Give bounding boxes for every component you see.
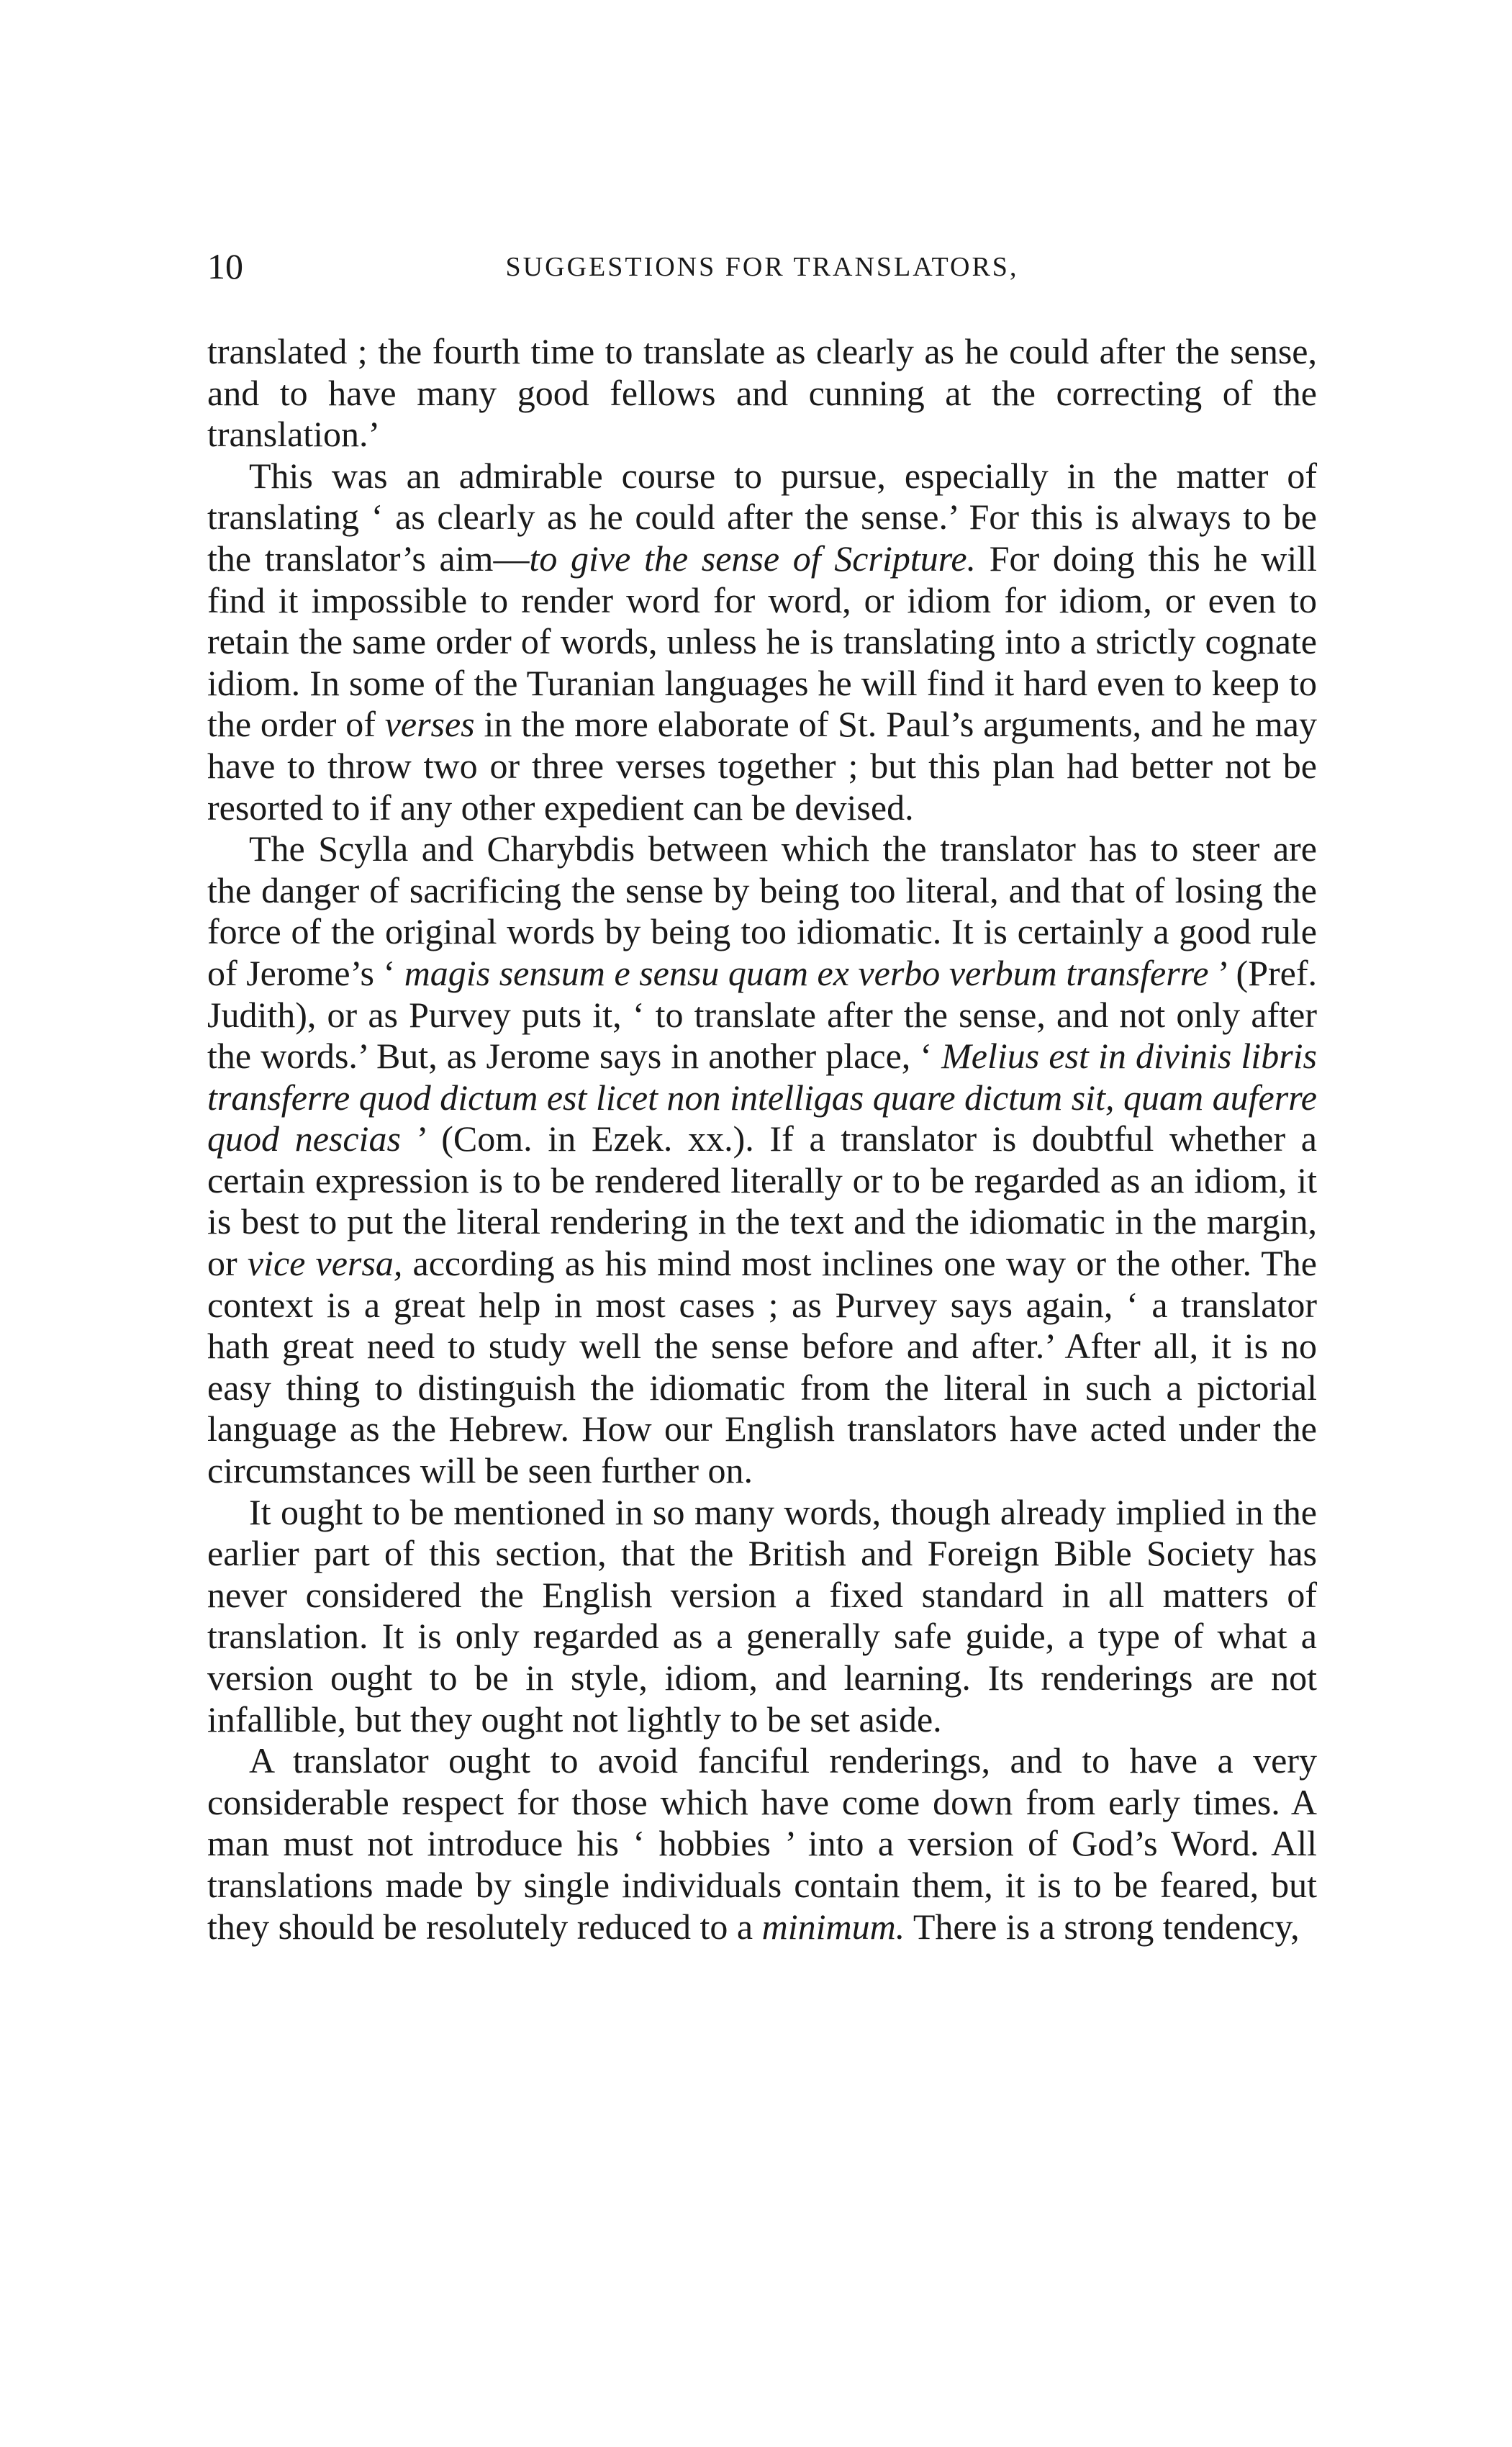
text-segment: This was an admirable course to pursue, especially in the matter of translating ‘ as clearly as he could after the sense.’ For this is always to be the translator’s aim— — [207, 455, 1317, 579]
italic-segment: Melius est in divinis libris transferre quod dictum est licet non intelligas quare dictum sit, quam auferre quod nescias — [207, 1036, 1318, 1159]
italic-segment: to give the sense of Scripture. — [529, 538, 977, 579]
italic-segment: verses — [384, 704, 475, 745]
text-segment: ’ (Pref. Judith), or as Purvey puts it, ‘ to translate after the sense, and not only after the words.’ But, as Jerome says in another place, ‘ — [207, 952, 1317, 1077]
body-text — [207, 331, 1317, 1948]
text-segment: For doing this he will find it impossible to render word for word, or idiom for idiom, or even to retain the same order of words, unless he is translating into a strictly cognate idiom. In some of the Turanian languages he will find it hard even to keep to the order of — [207, 538, 1317, 745]
text-segment: translated ; the fourth time to translate as clearly as he could after the sense, and to have many good fellows and cunning at the correcting of the translation.’ — [207, 331, 1317, 455]
text-segment: in the more elaborate of St. Paul’s arguments, and he may have to throw two or three verses together ; but this plan had better not be resorted to if any other expedient can be devised. — [207, 704, 1317, 828]
text-segment: ’ (Com. in Ezek. xx.). If a translator is doubtful whether a certain expression is to be rendered literally or to be regarded as an idiom, it is best to put the literal rendering in the text and the idiomatic in the margin, or — [207, 1118, 1317, 1284]
italic-segment: minimum. — [761, 1906, 905, 1947]
paragraph-1 — [207, 331, 1317, 456]
running-head: SUGGESTIONS FOR TRANSLATORS, — [505, 252, 1019, 282]
text-segment: The Scylla and Charybdis between which the translator has to steer are the danger of sacrificing the sense by being too literal, and that of losing the force of the original words by being too idiomatic. It is certainly a good rule of Jerome’s ‘ — [207, 828, 1317, 993]
paragraph-2 — [207, 456, 1317, 828]
text-segment: There is a strong tendency, — [905, 1906, 1300, 1947]
paragraph-4 — [207, 1492, 1317, 1741]
page-number: 10 — [207, 246, 243, 286]
italic-segment: vice versa, — [247, 1243, 403, 1284]
text-segment: It ought to be mentioned in so many words, though already implied in the earlier part of this section, that the British and Foreign Bible Society has never considered the English version a fixed standard in all matters of translation. It is only regarded as a generally safe guide, a type of what a version ought to be in style, idiom, and learning. Its renderings are not infallible, but they ought not lightly to be set aside. — [207, 1491, 1317, 1740]
italic-segment: magis sensum e sensu quam ex verbo verbum transferre — [404, 952, 1209, 993]
text-segment: A translator ought to avoid fanciful renderings, and to have a very considerable respect for those which have come down from early times. A man must not introduce his ‘ hobbies ’ into a version of God’s Word. All translations made by single individuals contain them, it is to be feared, but they should be resolutely reduced to a — [207, 1740, 1317, 1947]
page-header — [207, 245, 1317, 288]
text-segment: according as his mind most inclines one way or the other. The context is a great help in most cases ; as Purvey says again, ‘ a translator hath great need to study well the sense before and after.’ After all, it is no easy thing to distinguish the idiomatic from the literal in such a pictorial language as the Hebrew. How our English translators have acted under the circumstances will be seen further on. — [207, 1243, 1317, 1491]
paragraph-3 — [207, 828, 1317, 1492]
paragraph-5 — [207, 1740, 1317, 1948]
